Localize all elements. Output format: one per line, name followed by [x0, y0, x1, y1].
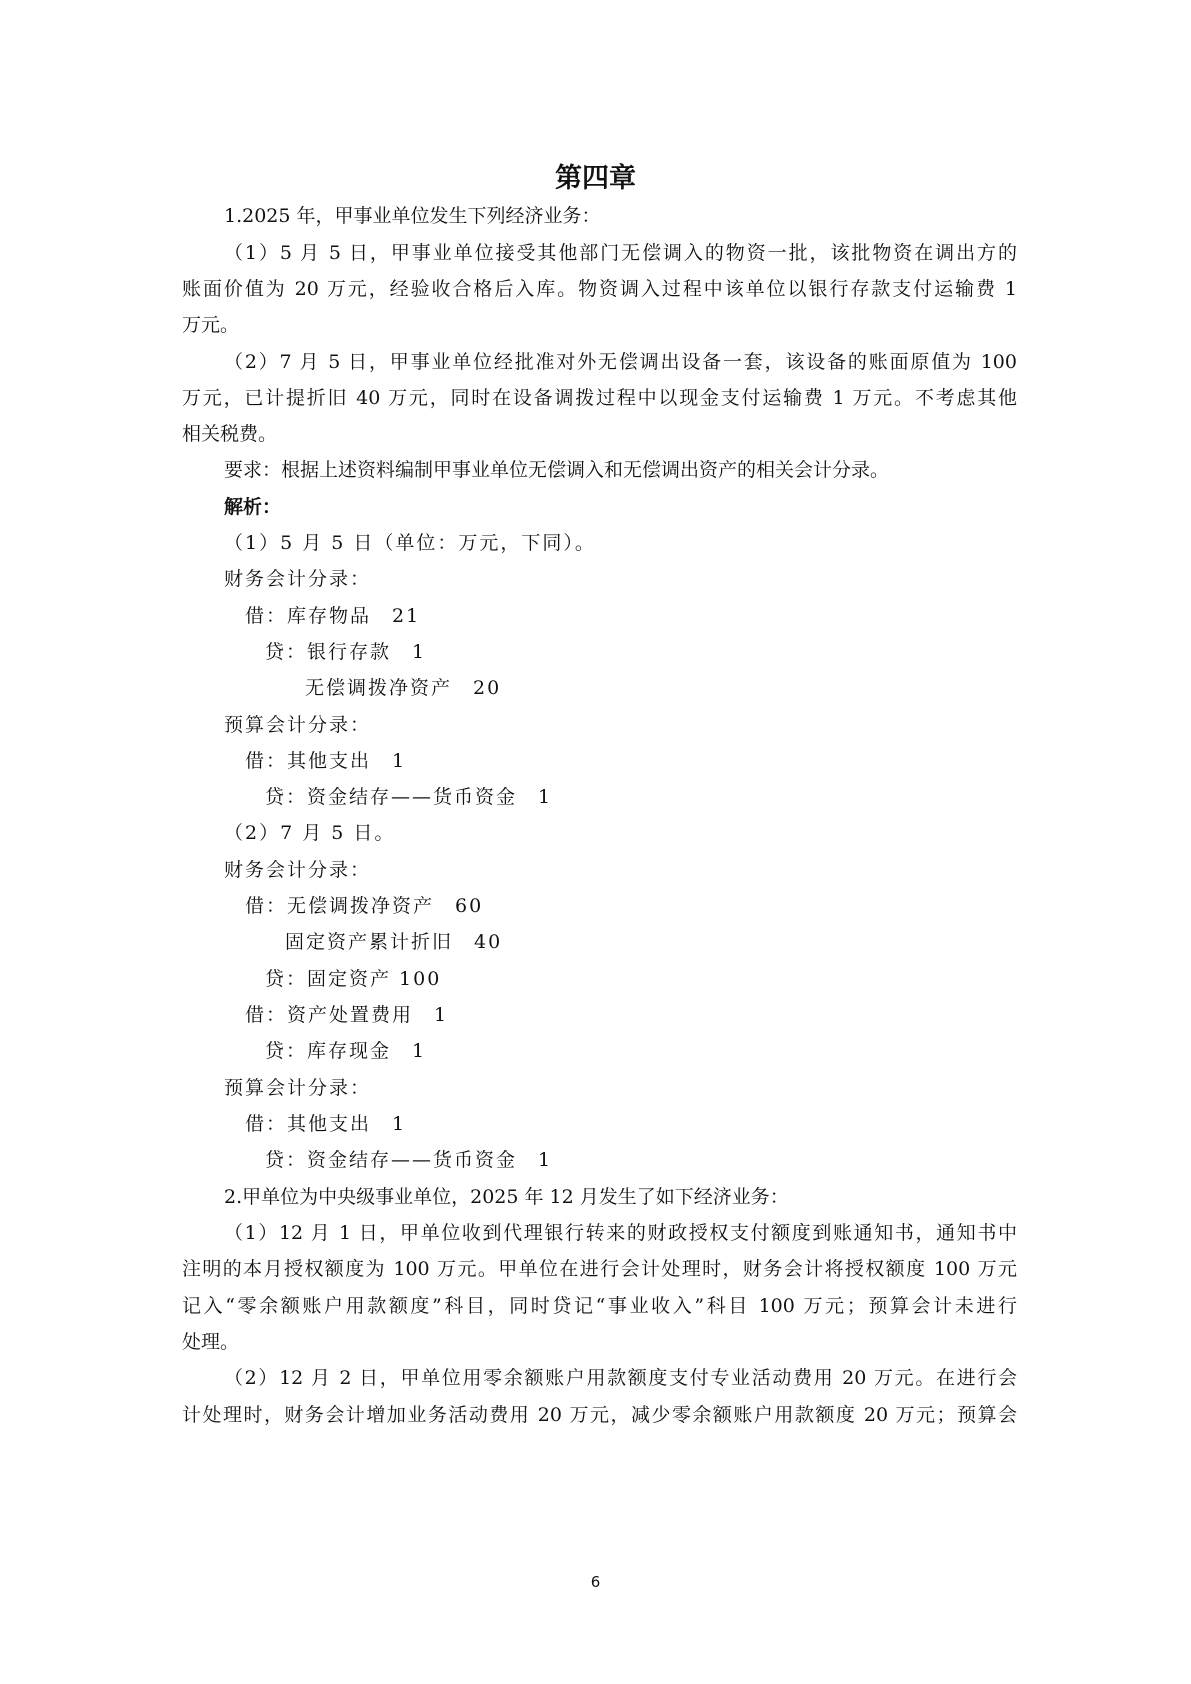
entry-debit: 借：资产处置费用 1: [245, 1004, 449, 1026]
question-1-item-2-line-1: （2）7 月 5 日，甲事业单位经批准对外无偿调出设备一套，该设备的账面原值为 100: [224, 351, 1017, 373]
question-1-intro: 1.2025 年，甲事业单位发生下列经济业务：: [224, 205, 601, 227]
question-2-intro: 2.甲单位为中央级事业单位，2025 年 12 月发生了如下经济业务：: [224, 1186, 789, 1208]
entry-debit: 借：库存物品 21: [245, 605, 421, 627]
financial-entry-label: 财务会计分录：: [224, 859, 372, 881]
entry-credit: 贷：银行存款 1: [265, 641, 427, 663]
chapter-title: 第四章: [555, 163, 636, 194]
entry-debit: 借：其他支出 1: [245, 1113, 407, 1135]
entry-credit: 贷：资金结存——货币资金 1: [265, 786, 553, 808]
budget-entry-label: 预算会计分录：: [224, 714, 372, 736]
question-2-item-1-line-3: 记入“零余额账户用款额度”科目，同时贷记“事业收入”科目 100 万元；预算会计未进行: [182, 1295, 1017, 1317]
budget-entry-label: 预算会计分录：: [224, 1077, 372, 1099]
answer-2-heading: （2）7 月 5 日。: [224, 822, 396, 844]
question-1-item-1-line-3: 万元。: [182, 314, 240, 336]
analysis-heading: 解析：: [224, 496, 282, 518]
question-2-item-2-line-1: （2）12 月 2 日，甲单位用零余额账户用款额度支付专业活动费用 20 万元。在进行会: [224, 1367, 1017, 1389]
financial-entry-label: 财务会计分录：: [224, 568, 372, 590]
entry-credit: 贷：固定资产 100: [265, 968, 442, 990]
question-2-item-2-line-2: 计处理时，财务会计增加业务活动费用 20 万元，减少零余额账户用款额度 20 万元；预算会: [182, 1404, 1017, 1426]
entry-debit: 借：无偿调拨净资产 60: [245, 895, 484, 917]
question-1-item-1-line-2: 账面价值为 20 万元，经验收合格后入库。物资调入过程中该单位以银行存款支付运输费 1: [182, 278, 1017, 300]
entry-debit-continued: 固定资产累计折旧 40: [285, 931, 503, 953]
question-1-item-2-line-2: 万元，已计提折旧 40 万元，同时在设备调拨过程中以现金支付运输费 1 万元。不考虑其他: [182, 387, 1017, 409]
entry-credit: 贷：资金结存——货币资金 1: [265, 1149, 553, 1171]
question-2-item-1-line-1: （1）12 月 1 日，甲单位收到代理银行转来的财政授权支付额度到账通知书，通知书中: [224, 1222, 1017, 1244]
question-1-item-2-line-3: 相关税费。: [182, 423, 278, 445]
question-2-item-1-line-4: 处理。: [182, 1331, 240, 1353]
page-number: 6: [590, 1573, 601, 1591]
entry-debit: 借：其他支出 1: [245, 750, 407, 772]
answer-1-heading: （1）5 月 5 日（单位：万元，下同）。: [224, 532, 596, 554]
requirement-text: 要求：根据上述资料编制甲事业单位无偿调入和无偿调出资产的相关会计分录。: [224, 459, 890, 481]
question-2-item-1-line-2: 注明的本月授权额度为 100 万元。甲单位在进行会计处理时，财务会计将授权额度 100 万元: [182, 1258, 1017, 1280]
entry-credit: 贷：库存现金 1: [265, 1040, 427, 1062]
entry-credit-continued: 无偿调拨净资产 20: [305, 677, 502, 699]
question-1-item-1-line-1: （1）5 月 5 日，甲事业单位接受其他部门无偿调入的物资一批，该批物资在调出方的: [224, 242, 1017, 264]
